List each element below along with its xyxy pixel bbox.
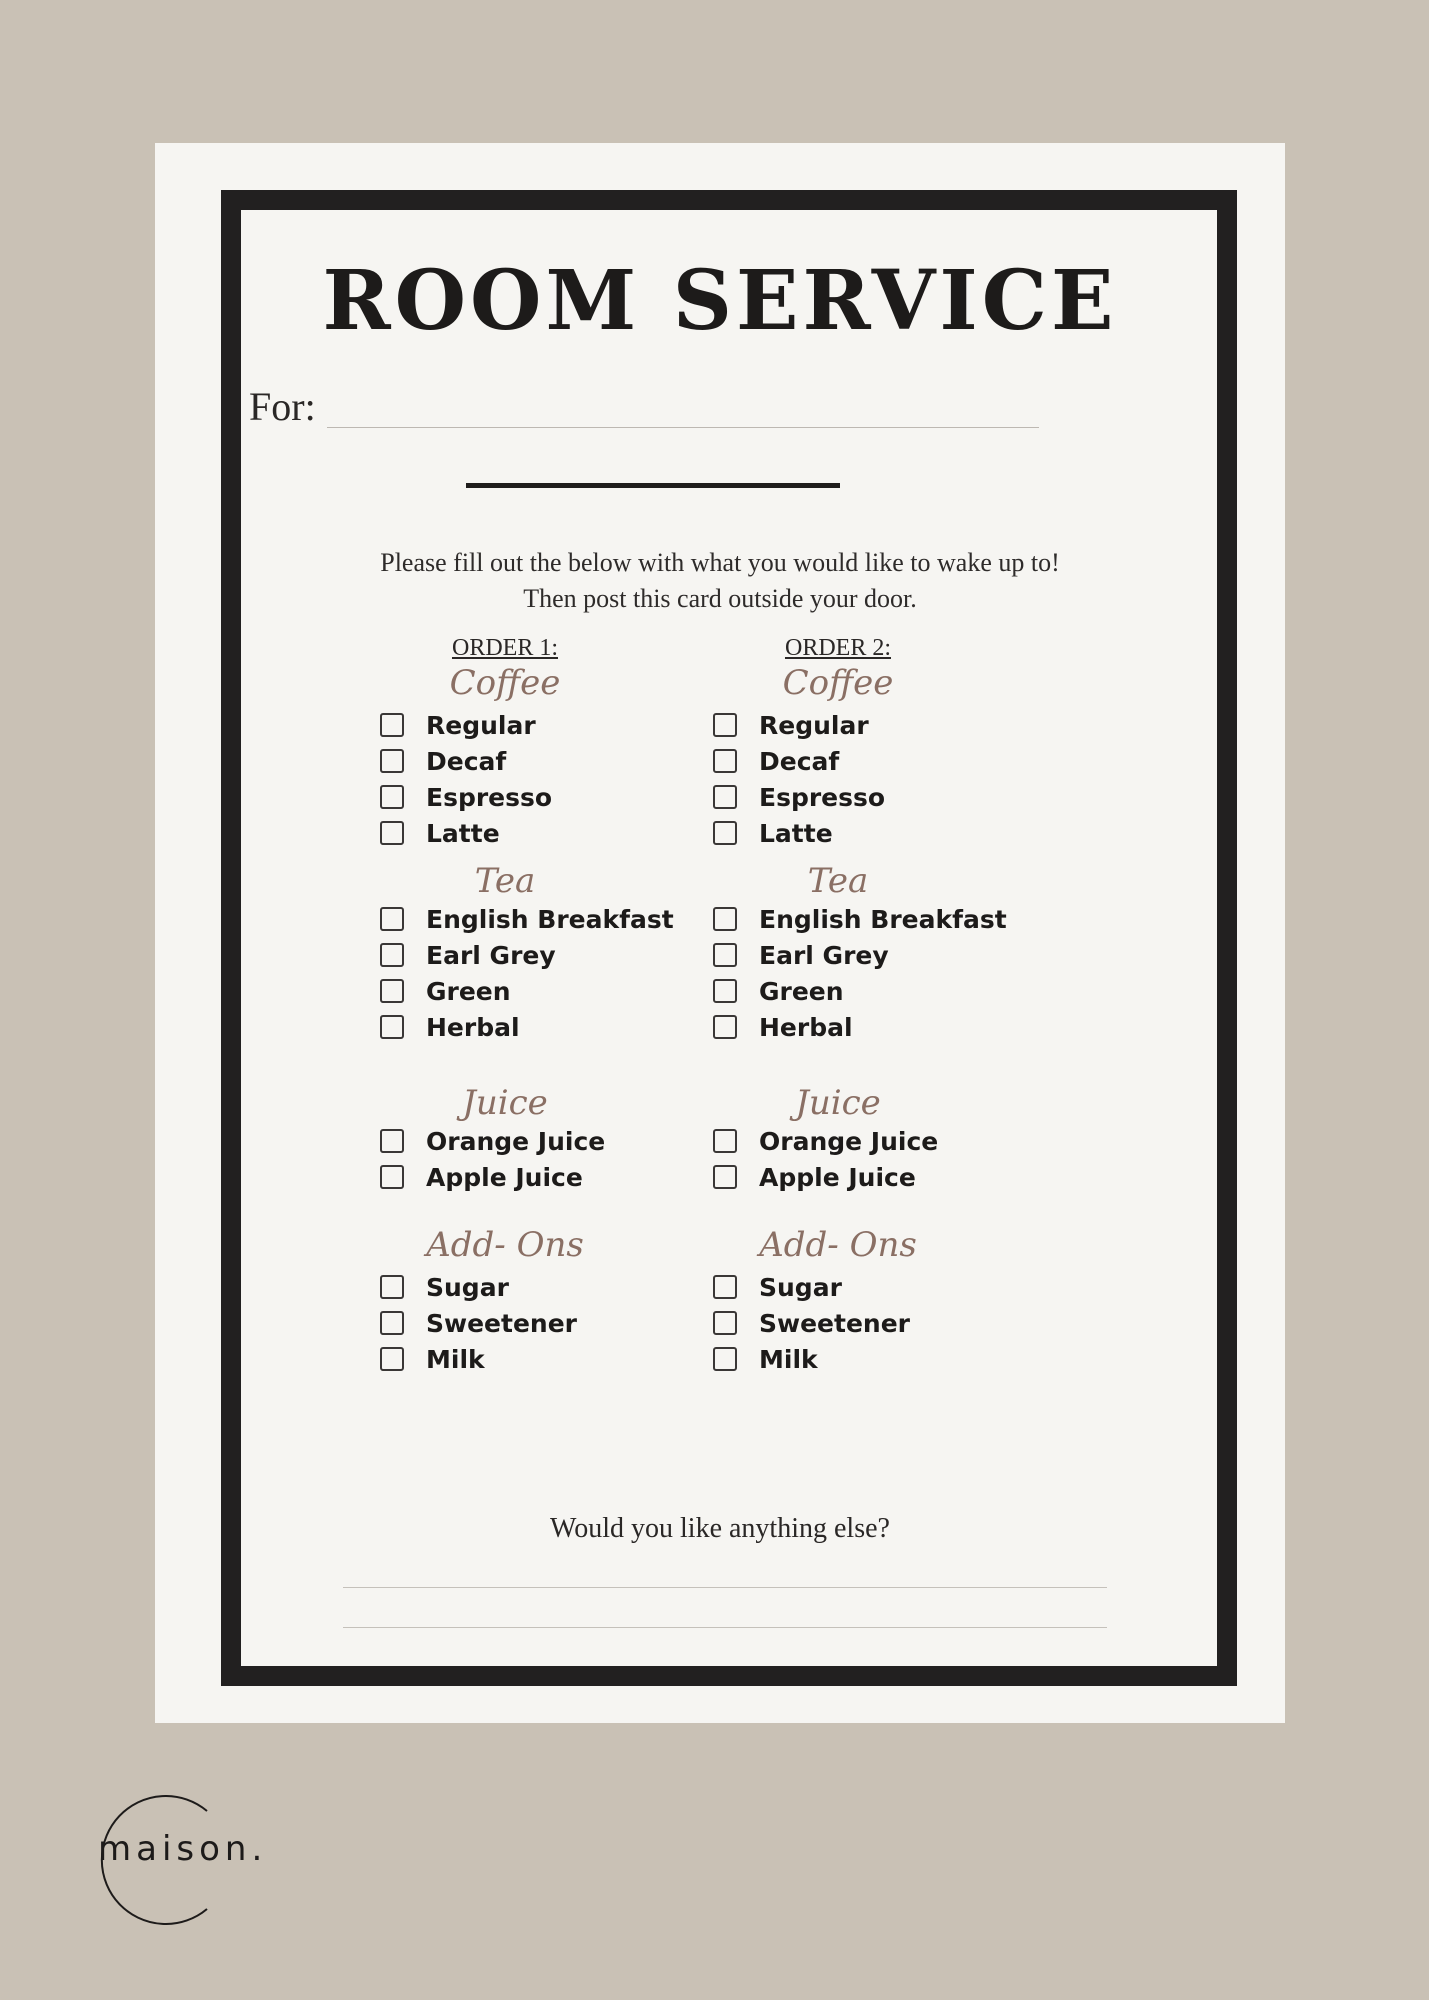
checkbox[interactable] [380,821,404,845]
option-label: Sugar [759,1272,842,1302]
menu-option[interactable] [713,815,833,851]
checkbox[interactable] [380,1015,404,1039]
option-label: Sugar [426,1272,509,1302]
checkbox[interactable] [713,821,737,845]
option-label: Green [426,976,511,1006]
checkbox[interactable] [713,749,737,773]
menu-option[interactable] [713,707,869,743]
order-heading: ORDER 2: [784,635,891,661]
menu-option[interactable] [713,973,844,1009]
for-label: For: [249,384,316,429]
checkbox[interactable] [713,1165,737,1189]
room-service-card [155,143,1285,1723]
menu-option[interactable] [380,937,556,973]
menu-option[interactable] [713,743,839,779]
option-label: Herbal [759,1012,853,1042]
checkbox[interactable] [380,1311,404,1335]
menu-option[interactable] [380,1123,605,1159]
checkbox[interactable] [380,785,404,809]
checkbox[interactable] [713,785,737,809]
notes-line-2[interactable] [343,1627,1107,1628]
title-divider [466,483,840,488]
for-field [249,383,1039,433]
checkbox[interactable] [380,1129,404,1153]
option-label: Apple Juice [759,1162,916,1192]
menu-option[interactable] [713,1123,938,1159]
checkbox[interactable] [713,1311,737,1335]
section-title: Juice [795,1083,881,1123]
menu-option[interactable] [713,779,885,815]
checkbox[interactable] [713,713,737,737]
closing-question: Would you like anything else? [550,1513,890,1544]
for-write-line[interactable] [327,427,1039,428]
option-label: Milk [426,1344,485,1374]
logo-text: maison. [98,1829,268,1869]
menu-option[interactable] [380,901,674,937]
option-label: Orange Juice [426,1126,606,1156]
option-label: Apple Juice [426,1162,583,1192]
section-title: Add- Ons [426,1225,584,1265]
option-label: Earl Grey [426,940,556,970]
section-title: Tea [474,861,536,901]
option-label: Green [759,976,844,1006]
notes-line-1[interactable] [343,1587,1107,1588]
menu-option[interactable] [713,1159,916,1195]
menu-option[interactable] [380,1341,485,1377]
section-title: Tea [807,861,869,901]
checkbox[interactable] [713,1347,737,1371]
checkbox[interactable] [380,1347,404,1371]
instructions [155,545,1285,617]
option-label: English Breakfast [426,904,674,934]
checkbox[interactable] [713,1275,737,1299]
section-title: Coffee [449,663,561,703]
menu-option[interactable] [713,1269,842,1305]
checkbox[interactable] [380,943,404,967]
menu-option[interactable] [380,1305,577,1341]
checkbox[interactable] [380,713,404,737]
instructions-line-1: Please fill out the below with what you would like to wake up to! [380,548,1060,577]
option-label: Earl Grey [759,940,889,970]
option-label: Espresso [426,782,553,812]
checkbox[interactable] [380,1165,404,1189]
option-label: Espresso [759,782,886,812]
checkbox[interactable] [713,907,737,931]
checkbox[interactable] [380,907,404,931]
checkbox[interactable] [380,749,404,773]
menu-option[interactable] [713,1341,818,1377]
menu-option[interactable] [380,707,536,743]
menu-option[interactable] [380,1009,520,1045]
section-title: Coffee [782,663,894,703]
menu-option[interactable] [380,973,511,1009]
option-label: Decaf [759,746,840,776]
menu-option[interactable] [713,1009,853,1045]
menu-option[interactable] [380,815,500,851]
menu-option[interactable] [713,937,889,973]
menu-option[interactable] [380,1159,583,1195]
checkbox[interactable] [380,1275,404,1299]
option-label: Herbal [426,1012,520,1042]
option-label: Regular [759,710,869,740]
menu-option[interactable] [380,1269,509,1305]
brand-logo [82,1795,342,1925]
page-title: ROOM SERVICE [322,253,1118,349]
order-heading: ORDER 1: [451,635,558,661]
section-title: Juice [462,1083,548,1123]
option-label: Milk [759,1344,818,1374]
checkbox[interactable] [713,943,737,967]
option-label: English Breakfast [759,904,1007,934]
option-label: Sweetener [759,1308,911,1338]
menu-option[interactable] [380,743,506,779]
checkbox[interactable] [713,1129,737,1153]
section-title: Add- Ons [759,1225,917,1265]
menu-option[interactable] [713,901,1007,937]
option-label: Latte [426,818,500,848]
option-label: Latte [759,818,833,848]
menu-option[interactable] [713,1305,910,1341]
option-label: Decaf [426,746,507,776]
instructions-line-2: Then post this card outside your door. [523,584,917,613]
option-label: Regular [426,710,536,740]
checkbox[interactable] [380,979,404,1003]
option-label: Orange Juice [759,1126,939,1156]
checkbox[interactable] [713,979,737,1003]
checkbox[interactable] [713,1015,737,1039]
menu-option[interactable] [380,779,552,815]
option-label: Sweetener [426,1308,578,1338]
